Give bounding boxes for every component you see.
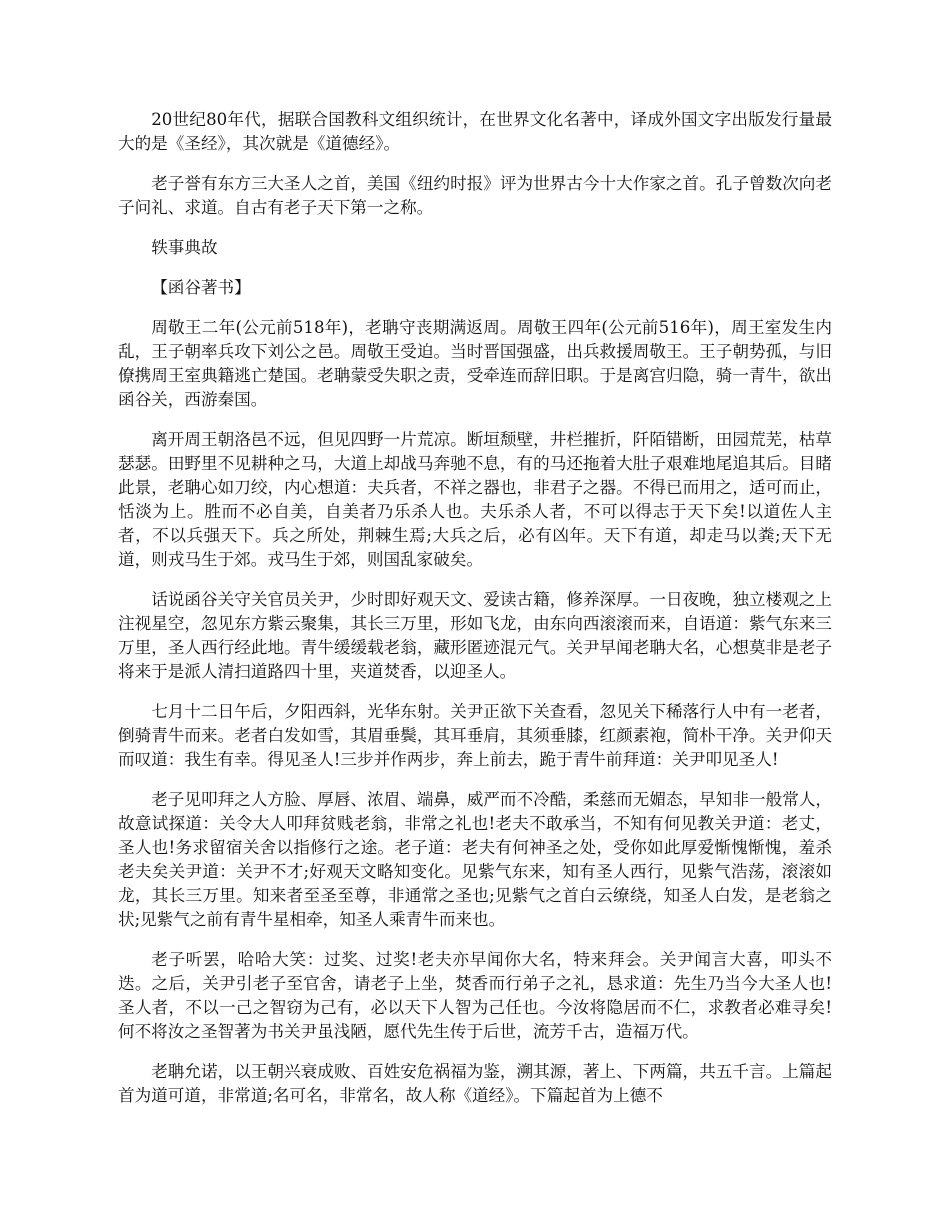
paragraph-july-arrival: 七月十二日午后，夕阳西斜，光华东射。关尹正欲下关查看，忽见关下稀落行人中有一老者，倒骑青牛而来。老者白发如雪，其眉垂鬓，其耳垂肩，其须垂膝，红颜素袍，简朴干净。关尹仰天而叹道：我生有幸。得见圣人!三步并作两步，奔上前去，跪于青牛前拜道：关尹叩见圣人! xyxy=(118,702,832,769)
subsection-heading-hangu: 【函谷著书】 xyxy=(151,278,251,297)
paragraph-guanyin-stargazing: 话说函谷关守关官员关尹，少时即好观天文、爱读古籍，修养深厚。一日夜晚，独立楼观之上注视星空，忽见东方紫云聚集，其长三万里，形如飞龙，由东向西滚滚而来，自语道：紫气东来三万里，圣人西行经此地。青牛缓缓载老翁，藏形匿迹混元气。关尹早闻老聃大名，心想莫非是老子将来于是派人清扫道路四十里，夹道焚香，以迎圣人。 xyxy=(118,590,832,681)
paragraph-leaving-luoyi: 离开周王朝洛邑不远，但见四野一片荒凉。断垣颓壁，井栏摧折，阡陌错断，田园荒芜，枯草瑟瑟。田野里不见耕种之马，大道上却战马奔驰不息，有的马还拖着大肚子艰难地尾追其后。目睹此景，老聃心如刀绞，内心想道：夫兵者，不祥之器也，非君子之器。不得已而用之，适可而止，恬淡为上。胜而不必自美，自美者乃乐杀人也。夫乐杀人者，不可以得志于天下矣!以道佐人主者，不以兵强天下。兵之所处，荆棘生焉;大兵之后，必有凶年。天下有道，却走马以粪;天下无道，则戎马生于郊。戎马生于郊，则国乱家破矣。 xyxy=(118,430,832,569)
paragraph-dialogue: 老子见叩拜之人方脸、厚唇、浓眉、端鼻，威严而不冷酷，柔慈而无媚态，早知非一般常人，故意试探道：关令大人叩拜贫贱老翁，非常之礼也!老夫不敢承当，不知有何见教关尹道：老丈，圣人也!务求留宿关舍以指修行之途。老子道：老夫有何神圣之处，受你如此厚爱惭愧惭愧，羞杀老夫矣关尹道：关尹不才;好观天文略知变化。见紫气东来，知有圣人西行，见紫气浩荡，滚滚如龙，其长三万里。知来者至圣至尊，非通常之圣也;见紫气之首白云缭绕，知圣人白发，是老翁之状;见紫气之前有青牛星相牵，知圣人乘青牛而来也。 xyxy=(118,790,832,929)
paragraph-intro-statistics: 20世纪80年代，据联合国教科文组织统计，在世界文化名著中，译成外国文字出版发行量最大的是《圣经》，其次就是《道德经》。 xyxy=(118,110,832,153)
paragraph-laozi-reputation: 老子誉有东方三大圣人之首，美国《纽约时报》评为世界古今十大作家之首。孔子曾数次向老子问礼、求道。自古有老子天下第一之称。 xyxy=(118,174,832,217)
paragraph-writing-daodejing: 老聃允诺，以王朝兴衰成败、百姓安危祸福为鉴，溯其源，著上、下两篇，共五千言。上篇起首为道可道，非常道;名可名，非常名，故人称《道经》。下篇起首为上德不 xyxy=(118,1062,832,1105)
section-heading-anecdotes: 轶事典故 xyxy=(151,238,218,257)
paragraph-return-to-zhou: 周敬王二年(公元前518年)，老聃守丧期满返周。周敬王四年(公元前516年)，周王室发生内乱，王子朝率兵攻下刘公之邑。周敬王受迫。当时晋国强盛，出兵救援周敬王。王子朝势孤，与旧僚携周王室典籍逃亡楚国。老聃蒙受失职之责，受牵连而辞旧职。于是离宫归隐，骑一青牛，欲出函谷关，西游秦国。 xyxy=(118,318,832,409)
paragraph-laozi-laughs: 老子听罢，哈哈大笑：过奖、过奖!老夫亦早闻你大名，特来拜会。关尹闻言大喜，叩头不迭。之后，关尹引老子至官舍，请老子上坐，焚香而行弟子之礼，恳求道：先生乃当今大圣人也!圣人者，不以一己之智窃为己有，必以天下人智为己任也。今汝将隐居而不仁，求教者必难寻矣!何不将汝之圣智著为书关尹虽浅陋，愿代先生传于后世，流芳千古，造福万代。 xyxy=(118,950,832,1041)
